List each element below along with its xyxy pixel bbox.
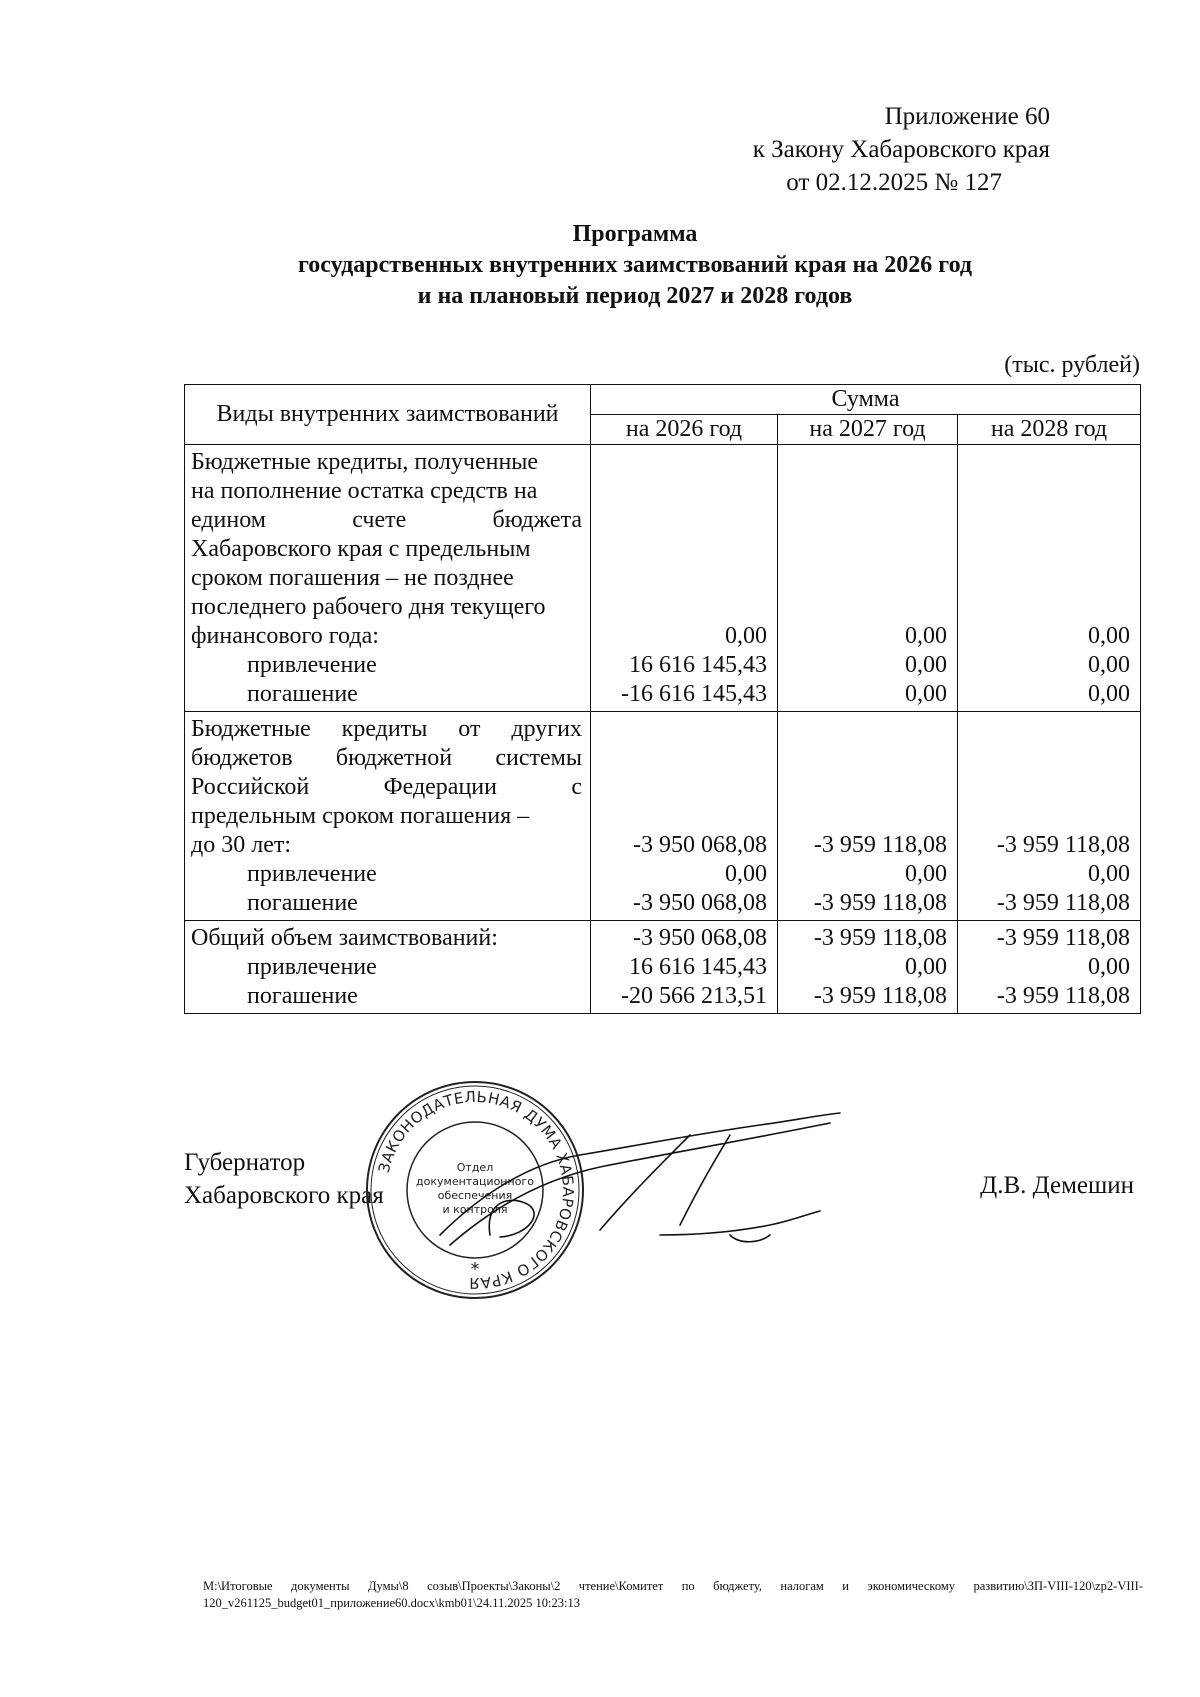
desc-line: сроком погашения – не позднее [191,565,514,591]
col-header-types: Виды внутренних заимствований [185,385,591,445]
units-label: (тыс. рублей) [1004,352,1140,378]
document-title-2 [0,249,1200,281]
values-2027 [778,445,958,712]
col-header-2026: на 2026 год [591,415,778,445]
signatory-position [184,1146,384,1212]
desc-line [191,773,582,802]
value-cell: -3 959 118,08 [996,925,1131,951]
value-cell: -16 616 145,43 [621,681,767,707]
table-row-total [185,921,1141,1014]
col-header-sum: Сумма [591,385,1141,415]
value-cell: 16 616 145,43 [629,954,767,980]
desc-word: системы [495,745,582,771]
value-cell: 0,00 [905,861,947,887]
values-2026 [591,712,778,921]
value-cell: 0,00 [725,861,767,887]
appendix-date-line: от 02.12.2025 № 127 [786,169,1002,196]
value-cell: 0,00 [905,954,947,980]
sub-label-attraction: привлечение [247,861,377,887]
values-2028 [958,445,1141,712]
stamp-star: * [470,1259,480,1280]
row-description [185,712,591,921]
borrowing-table [184,384,1141,1014]
appendix-law-line: к Закону Хабаровского края [752,136,1050,163]
desc-line [191,744,582,773]
desc-line: последнего рабочего дня текущего [191,594,546,620]
value-cell: -3 959 118,08 [813,890,947,916]
desc-word: едином [191,507,266,533]
col-header-2027: на 2027 год [778,415,958,445]
desc-line [191,506,582,535]
desc-line: до 30 лет: [191,832,291,858]
value-cell: 0,00 [1088,861,1131,887]
desc-word: счете [352,507,407,533]
values-2026 [591,445,778,712]
document-title [0,218,1200,250]
table-header-row-1 [185,385,1141,415]
row-description [185,445,591,712]
value-cell: 0,00 [1088,623,1131,649]
value-cell: 0,00 [905,681,947,707]
document-title-3 [0,280,1200,312]
sub-label-repayment: погашение [247,681,358,707]
title-line-1: Программа [572,221,698,247]
desc-line: финансового года: [191,623,379,649]
value-cell: -3 959 118,08 [813,832,947,858]
value-cell: 0,00 [905,623,947,649]
value-cell: -3 959 118,08 [996,832,1131,858]
desc-word: кредиты [341,716,428,742]
appendix-date [786,166,1002,199]
desc-word: Бюджетные [191,716,311,742]
desc-word: бюджета [492,507,582,533]
values-2028 [958,921,1141,1014]
file-path-footer: M:\Итоговые документы Думы\8 созыв\Проекты\Законы\2 чтение\Комитет по бюджету, налогам и экономическому развитию\ЗП-VIII-120\zp2-VIII-120_v261125_budget01_приложение60.docx\kmb01\24.11.2025 10:23:13 [203,1579,1143,1610]
value-cell: -3 950 068,08 [633,832,767,858]
position-line-2: Хабаровского края [184,1182,384,1209]
appendix-number: Приложение 60 [884,103,1050,130]
values-2028 [958,712,1141,921]
values-2027 [778,712,958,921]
value-cell: 0,00 [1088,652,1131,678]
desc-word: других [511,716,582,742]
value-cell: -3 959 118,08 [813,983,947,1009]
title-line-2: государственных внутренних заимствований края на 2026 год [297,252,973,278]
desc-line: Хабаровского края с предельным [191,536,531,562]
handwritten-signature [430,1085,850,1275]
value-cell: -3 959 118,08 [996,983,1131,1009]
value-cell: -3 950 068,08 [633,890,767,916]
appendix-header [885,100,1050,133]
desc-line: Общий объем заимствований: [191,925,498,951]
stamp-center-line: Отдел [456,1161,494,1174]
values-2026 [591,921,778,1014]
desc-word: с [571,774,582,800]
values-2027 [778,921,958,1014]
sub-label-attraction: привлечение [247,954,377,980]
appendix-law-ref [753,133,1050,166]
value-cell: -20 566 213,51 [621,983,767,1009]
desc-word: бюджетов [191,745,293,771]
value-cell: 16 616 145,43 [629,652,767,678]
value-cell: -3 959 118,08 [996,890,1131,916]
value-cell: 0,00 [1088,954,1131,980]
row-description [185,921,591,1014]
stamp-center-line: документационного [416,1175,534,1188]
desc-line: на пополнение остатка средств на [191,478,538,504]
title-line-3: и на плановый период 2027 и 2028 годов [417,283,853,309]
desc-line: Бюджетные кредиты, полученные [191,449,539,475]
col-header-2028: на 2028 год [958,415,1141,445]
sub-label-attraction: привлечение [247,652,377,678]
stamp-center-line: и контроля [442,1203,508,1216]
stamp-ring-text: ЗАКОНОДАТЕЛЬНАЯ ДУМА ХАБАРОВСКОГО КРАЯ [374,1087,578,1293]
value-cell: 0,00 [725,623,767,649]
desc-line [191,715,582,744]
value-cell: 0,00 [905,652,947,678]
table-row [185,445,1141,712]
sub-label-repayment: погашение [247,890,358,916]
desc-word: Федерации [383,774,497,800]
stamp-center-line: обеспечения [437,1189,513,1202]
table-row [185,712,1141,921]
value-cell: 0,00 [1088,681,1131,707]
desc-word: Российской [191,774,310,800]
sub-label-repayment: погашение [247,983,358,1009]
signatory-name: Д.В. Демешин [980,1172,1134,1199]
desc-line: предельным сроком погашения – [191,803,530,829]
value-cell: -3 959 118,08 [813,925,947,951]
desc-word: от [458,716,481,742]
value-cell: -3 950 068,08 [633,925,767,951]
desc-word: бюджетной [335,745,453,771]
position-line-1: Губернатор [184,1149,306,1176]
